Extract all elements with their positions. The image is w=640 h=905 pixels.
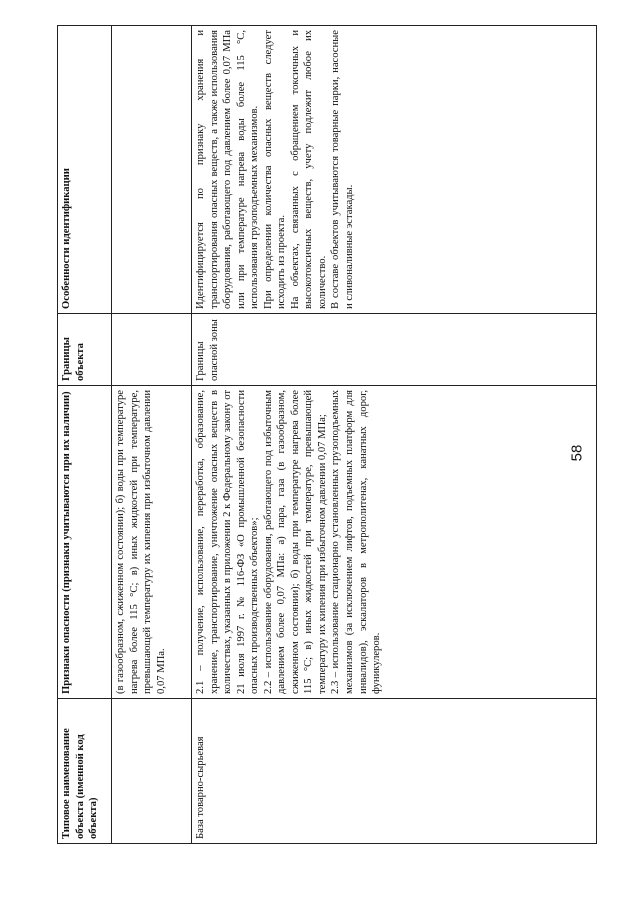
cell-object-boundaries [112,314,192,386]
cell-hazard-features: 2.1 – получение, использование, переработка, образование, хранение, транспортирование, уничтожение опасных веществ в количествах, указанных в приложении 2 к Федеральному закону от 21 июля 1997 г. № 116-ФЗ «О промышленной безопасности опасных производственных объектов»; 2.2 – использование оборудования, работающего под избыточным давлением более 0,07 МПа: а) пара, газа (в газообразном, сжиженном состоянии); б) воды при температуре нагрева более 115 °С; в) иных жидкостей при температуре, превышающей температуру их кипения при избыточном давлении 0,07 МПа; 2.3 – использование стационарно установленных грузоподъемных механизмов (за исключением лифтов, подъемных платформ для инвалидов), эскалаторов в метрополитенах, канатных дорог, фуникулеров. [192,386,597,699]
cell-identification-features [112,26,192,314]
cell-hazard-features: (в газообразном, сжиженном состоянии); б) воды при температуре нагрева более 115 °С; в) иных жидкостей при температуре, превышающей температуру их кипения при избыточном давлении 0,07 МПа. [112,386,192,699]
cell-identification-features: Идентифицируется по признаку хранения и транспортирования опасных веществ, а также использования оборудования, работающего под давлением более 0,07 МПа или при температуре нагрева воды более 115 °С, использования грузоподъемных механизмов. При определении количества опасных веществ следует исходить из проекта. На объектах, связанных с обращением токсичных и высокотоксичных веществ, учету подлежит любое их количество. В составе объектов учитываются товарные парки, насосные и сливоналивные эстакады. [192,26,597,314]
header-object-boundaries: Границы объекта [58,314,112,386]
header-object-name: Типовое наименование объекта (именной код объекта) [58,699,112,844]
cell-object-name: База товарно-сырьевая [192,699,597,844]
cell-object-name [112,699,192,844]
header-identification-features: Особенности идентификации [58,26,112,314]
identification-table [57,25,597,844]
cell-object-boundaries: Границы опасной зоны [192,314,597,386]
table-row [112,26,192,844]
table-frame [57,30,597,844]
table-row [192,26,597,844]
table-header-row [58,26,112,844]
page-number: 58 [568,444,586,462]
header-hazard-features: Признаки опасности (признаки учитываются при их наличии) [58,386,112,699]
